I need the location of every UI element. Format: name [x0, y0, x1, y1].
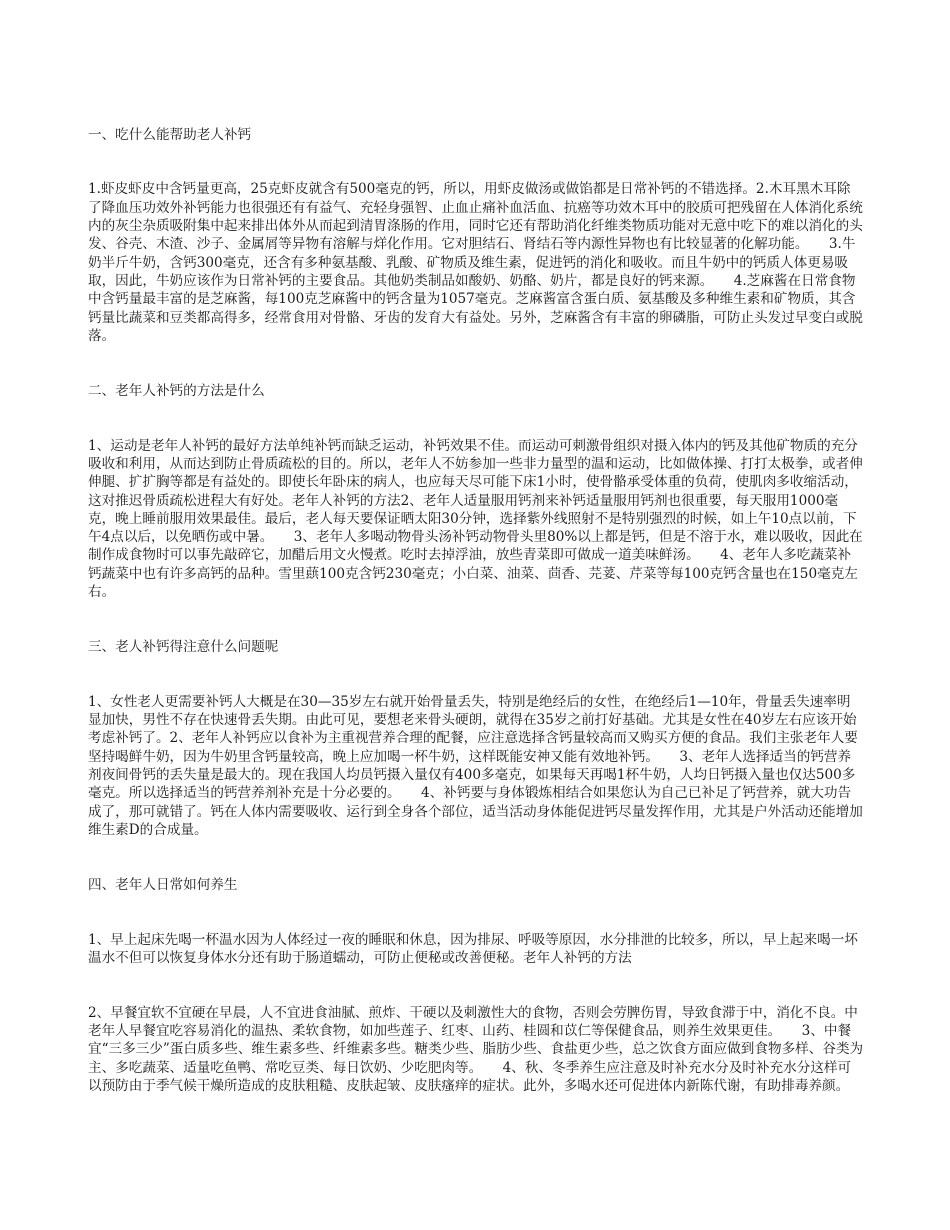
section-paragraph-1: 1.虾皮虾皮中含钙量更高，25克虾皮就含有500毫克的钙，所以，用虾皮做汤或做馅都是日常补钙的不错选择。2.木耳黑木耳除了降血压功效外补钙能力也很强还有有益气、充轻身强智、止血止痛补血活血、抗癌等功效木耳中的胶质可把残留在人体消化系统内的灰尘杂质吸附集中起来排出体外从而起到清胃涤肠的作用，同时它还有帮助消化纤维类物质功能对无意中吃下的难以消化的头发、谷壳、木渣、沙子、金属屑等异物有溶解与烊化作用。它对胆结石、肾结石等内源性异物也有比较显著的化解功能。 3.牛奶半斤牛奶，含钙300毫克，还含有多种氨基酸、乳酸、矿物质及维生素，促进钙的消化和吸收。而且牛奶中的钙质人体更易吸取，因此，牛奶应该作为日常补钙的主要食品。其他奶类制品如酸奶、奶酪、奶片，都是良好的钙来源。 4.芝麻酱在日常食物中含钙量最丰富的是芝麻酱，每100克芝麻酱中的钙含量为1057毫克。芝麻酱富含蛋白质、氨基酸及多种维生素和矿物质，其含钙量比蔬菜和豆类都高得多，经常食用对骨骼、牙齿的发育大有益处。另外，芝麻酱含有丰富的卵磷脂，可防止头发过早变白或脱落。: [88, 181, 863, 344]
section-heading-2: 二、老年人补钙的方法是什么: [88, 382, 265, 399]
section-heading-4: 四、老年人日常如何养生: [88, 876, 238, 893]
section-paragraph-4a: 1、早上起床先喝一杯温水因为人体经过一夜的睡眠和休息，因为排尿、呼吸等原因，水分排泄的比较多，所以，早上起来喝一坏温水不但可以恢复身体水分还有助于肠道蠕动，可防止便秘或改善便秘。老年人补钙的方法: [88, 931, 858, 966]
section-paragraph-2: 1、运动是老年人补钙的最好方法单纯补钙而缺乏运动，补钙效果不佳。而运动可刺激骨组织对摄入体内的钙及其他矿物质的充分吸收和利用，从而达到防止骨质疏松的目的。所以，老年人不妨参加一些非力量型的温和运动，比如做体操、打打太极拳，或者伸伸腿、扩扩胸等都是有益处的。即使长年卧床的病人，也应每天尽可能下床1小时，使骨骼承受体重的负荷，使肌肉多收缩活动，这对推迟骨质疏松进程大有好处。老年人补钙的方法2、老年人适量服用钙剂来补钙适量服用钙剂也很重要，每天服用1000毫克，晚上睡前服用效果最佳。最后，老人每天要保证晒太阳30分钟，选择紫外线照射不是特别强烈的时候，如上午10点以前，下午4点以后，以免晒伤或中暑。 3、老年人多喝动物骨头汤补钙动物骨头里80%以上都是钙，但是不溶于水，难以吸收，因此在制作成食物时可以事先敲碎它，加醋后用文火慢煮。吃时去掉浮油，放些青菜即可做成一道美味鲜汤。 4、老年人多吃蔬菜补钙蔬菜中也有许多高钙的品种。雪里蕻100克含钙230毫克；小白菜、油菜、茴香、芫荽、芹菜等每100克钙含量也在150毫克左右。: [88, 437, 863, 601]
section-paragraph-4b: 2、早餐宜软不宜硬在早晨，人不宜进食油腻、煎炸、干硬以及刺激性大的食物，否则会劳脾伤胃，导致食滞于中，消化不良。中老年人早餐宜吃容易消化的温热、柔软食物，如加些莲子、红枣、山药、桂圆和苡仁等保健食品，则养生效果更佳。 3、中餐宜“三多三少”蛋白质多些、维生素多些、纤维素多些。糖类少些、脂肪少些、食盐更少些，总之饮食方面应做到食物多样、谷类为主、多吃蔬菜、适量吃鱼鸭、常吃豆类、每日饮奶、少吃肥肉等。 4、秋、冬季养生应注意及时补充水分及时补充水分这样可以预防由于季气候干燥所造成的皮肤粗糙、皮肤起皱、皮肤瘙痒的症状。此外，多喝水还可促进体内新陈代谢，有助排毒养颜。: [88, 1004, 864, 1095]
section-heading-3: 三、老人补钙得注意什么问题呢: [88, 638, 279, 655]
document-body: [88, 89, 864, 1114]
section-heading-1: 一、吃什么能帮助老人补钙: [88, 126, 252, 143]
section-paragraph-3: 1、女性老人更需要补钙人大概是在30—35岁左右就开始骨量丢失，特别是绝经后的女性，在绝经后1—10年，骨量丢失速率明显加快，男性不存在快速骨丢失期。由此可见，要想老来骨头硬朗，就得在35岁之前打好基础。尤其是女性在40岁左右应该开始考虑补钙了。2、老年人补钙应以食补为主重视营养合理的配餐，应注意选择含钙量较高而又购买方便的食品。我们主张老年人要坚持喝鲜牛奶，因为牛奶里含钙量较高，晚上应加喝一杯牛奶，这样既能安神又能有效地补钙。 3、老年人选择适当的钙营养剂夜间骨钙的丢失量是最大的。现在我国人均员钙摄入量仅有400多毫克，如果每天再喝1杯牛奶，人均日钙摄入量也仅达500多毫克。所以选择适当的钙营养剂补充是十分必要的。 4、补钙要与身体锻炼相结合如果您认为自己已补足了钙营养，就大功告成了，那可就错了。钙在人体内需要吸收、运行到全身各个部位，适当活动身体能促进钙尽量发挥作用，尤其是户外活动还能增加维生素D的合成量。: [88, 693, 863, 838]
